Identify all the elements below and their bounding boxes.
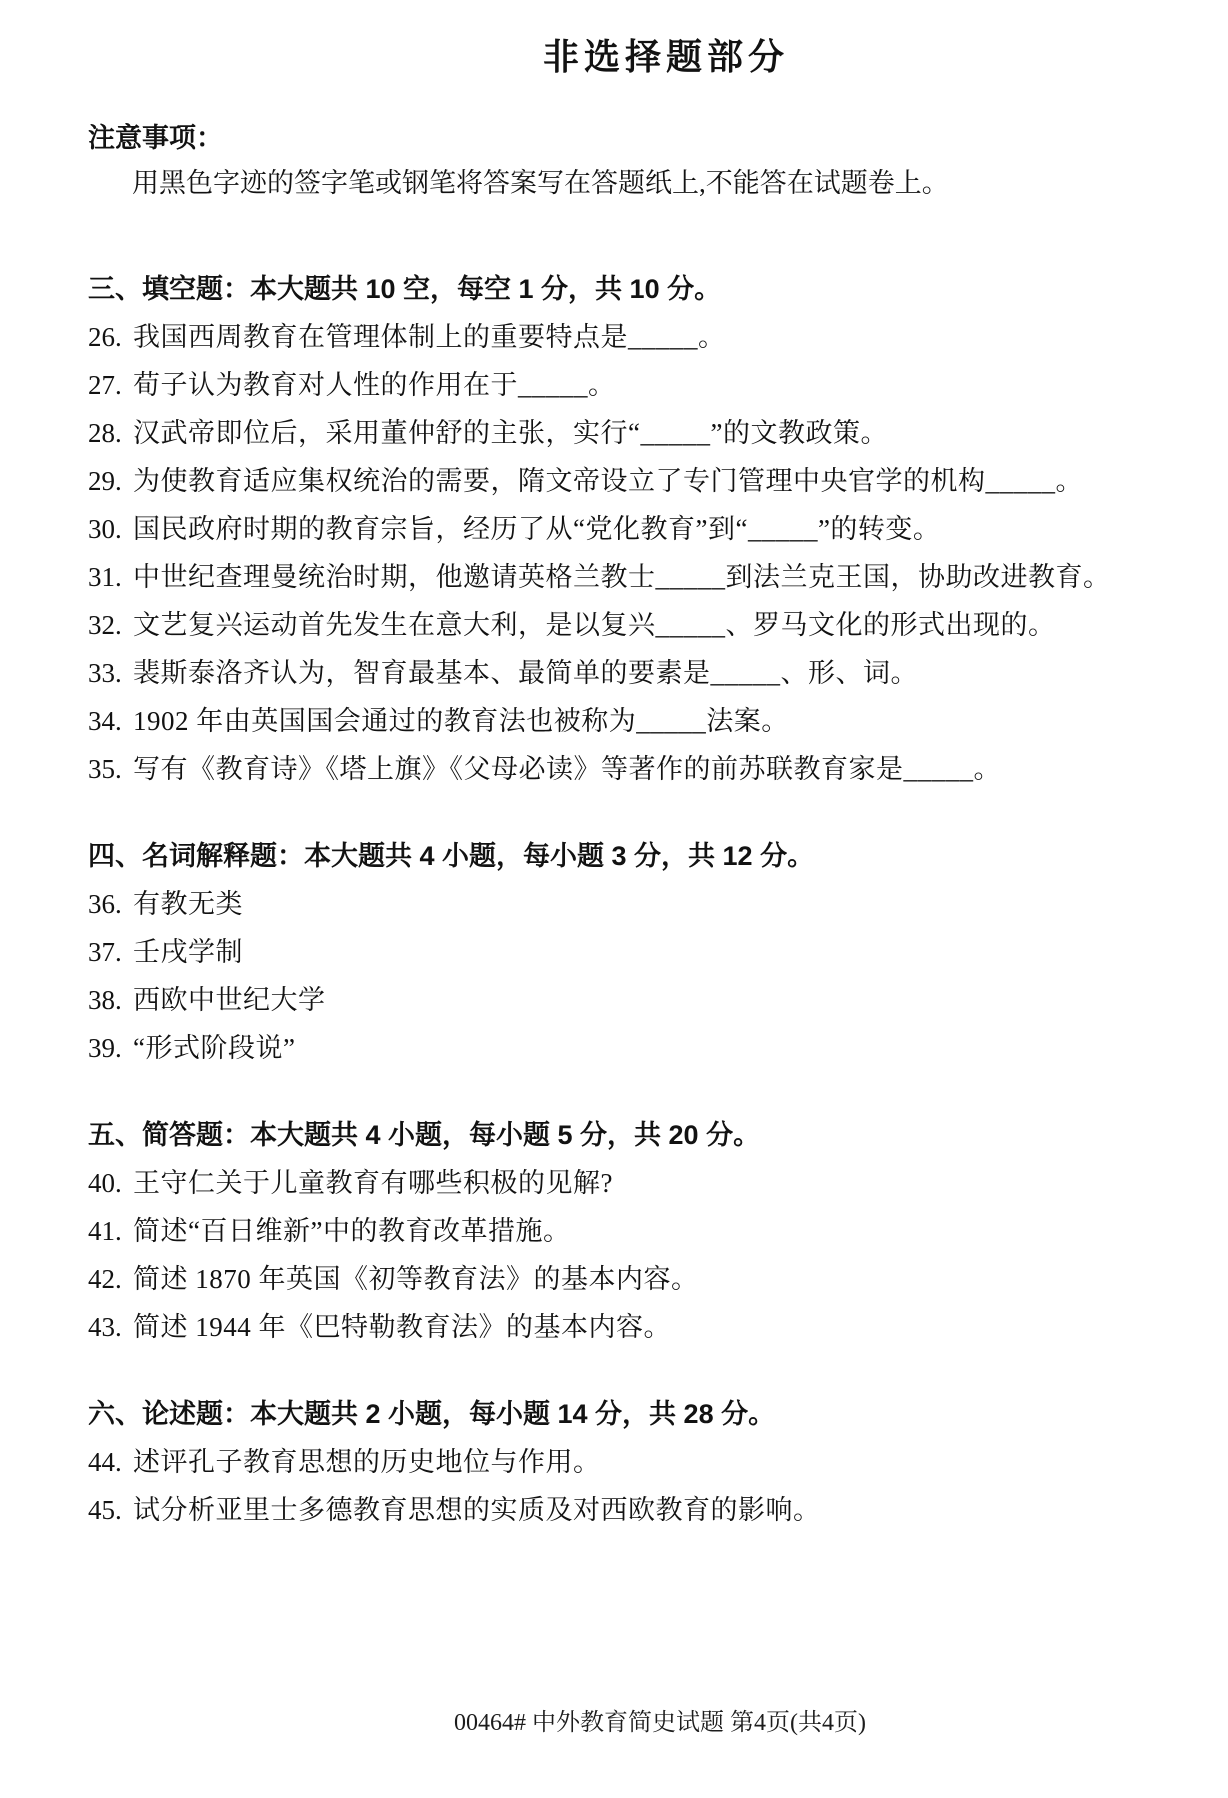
question-text: 写有《教育诗》《塔上旗》《父母必读》等著作的前苏联教育家是_____。 [133, 754, 1001, 784]
question-number: 30. [88, 514, 122, 544]
question-item [88, 937, 1172, 967]
question-text: 简述“百日维新”中的教育改革措施。 [133, 1216, 571, 1246]
question-text: 简述 1944 年《巴特勒教育法》的基本内容。 [133, 1312, 671, 1342]
notice-block [88, 122, 1172, 199]
question-item [88, 610, 1172, 640]
question-number: 35. [88, 754, 122, 784]
section-heading: 六、论述题：本大题共 2 小题，每小题 14 分，共 28 分。 [88, 1399, 776, 1429]
question-text: 裴斯泰洛齐认为，智育最基本、最简单的要素是_____、形、词。 [133, 658, 918, 688]
question-number: 40. [88, 1168, 122, 1198]
question-item [88, 1216, 1172, 1246]
question-number: 32. [88, 610, 122, 640]
question-item [88, 1264, 1172, 1294]
question-item [88, 322, 1172, 352]
question-item [88, 562, 1172, 592]
question-number: 42. [88, 1264, 122, 1294]
question-item [88, 754, 1172, 784]
question-number: 33. [88, 658, 122, 688]
question-number: 34. [88, 706, 122, 736]
section-heading: 三、填空题：本大题共 10 空，每空 1 分，共 10 分。 [88, 274, 722, 304]
section-heading: 四、名词解释题：本大题共 4 小题，每小题 3 分，共 12 分。 [88, 841, 815, 871]
notice-heading: 注意事项： [88, 123, 223, 153]
section-essay [88, 1398, 1172, 1525]
question-number: 43. [88, 1312, 122, 1342]
question-text: 我国西周教育在管理体制上的重要特点是_____。 [133, 322, 726, 352]
section-fill-in-blanks [88, 273, 1172, 784]
question-number: 37. [88, 937, 122, 967]
question-text: 有教无类 [133, 889, 243, 919]
question-number: 36. [88, 889, 122, 919]
question-number: 27. [88, 370, 122, 400]
question-item [88, 985, 1172, 1015]
question-item [88, 1033, 1172, 1063]
question-item [88, 1168, 1172, 1198]
question-item [88, 889, 1172, 919]
question-number: 29. [88, 466, 122, 496]
question-item [88, 418, 1172, 448]
question-number: 26. [88, 322, 122, 352]
section-heading: 五、简答题：本大题共 4 小题，每小题 5 分，共 20 分。 [88, 1120, 761, 1150]
question-text: 文艺复兴运动首先发生在意大利，是以复兴_____、罗马文化的形式出现的。 [133, 610, 1056, 640]
question-number: 45. [88, 1495, 122, 1525]
question-number: 38. [88, 985, 122, 1015]
question-number: 28. [88, 418, 122, 448]
question-text: “形式阶段说” [133, 1033, 296, 1063]
question-item [88, 658, 1172, 688]
section-short-answer [88, 1119, 1172, 1342]
question-text: 述评孔子教育思想的历史地位与作用。 [133, 1447, 601, 1477]
page-footer: 00464# 中外教育简史试题 第4页(共4页) [454, 1710, 866, 1736]
question-text: 汉武帝即位后，采用董仲舒的主张，实行“_____”的文教政策。 [133, 418, 888, 448]
section-term-definitions [88, 840, 1172, 1063]
page-title: 非选择题部分 [542, 36, 789, 77]
question-text: 中世纪查理曼统治时期，他邀请英格兰教士_____到法兰克王国，协助改进教育。 [133, 562, 1111, 592]
question-item [88, 706, 1172, 736]
question-number: 41. [88, 1216, 122, 1246]
question-number: 31. [88, 562, 122, 592]
question-text: 国民政府时期的教育宗旨，经历了从“党化教育”到“_____”的转变。 [133, 514, 941, 544]
notice-text: 用黑色字迹的签字笔或钢笔将答案写在答题纸上,不能答在试题卷上。 [132, 168, 949, 198]
question-item [88, 370, 1172, 400]
question-text: 简述 1870 年英国《初等教育法》的基本内容。 [133, 1264, 699, 1294]
question-item [88, 1312, 1172, 1342]
question-item [88, 1447, 1172, 1477]
question-number: 44. [88, 1447, 122, 1477]
question-text: 试分析亚里士多德教育思想的实质及对西欧教育的影响。 [133, 1495, 821, 1525]
question-text: 西欧中世纪大学 [133, 985, 326, 1015]
question-text: 为使教育适应集权统治的需要，隋文帝设立了专门管理中央官学的机构_____。 [133, 466, 1083, 496]
question-text: 荀子认为教育对人性的作用在于_____。 [133, 370, 616, 400]
question-text: 1902 年由英国国会通过的教育法也被称为_____法案。 [133, 706, 789, 736]
question-item [88, 466, 1172, 496]
question-item [88, 1495, 1172, 1525]
question-number: 39. [88, 1033, 122, 1063]
question-text: 壬戌学制 [133, 937, 243, 967]
question-text: 王守仁关于儿童教育有哪些积极的见解? [133, 1168, 613, 1198]
question-item [88, 514, 1172, 544]
